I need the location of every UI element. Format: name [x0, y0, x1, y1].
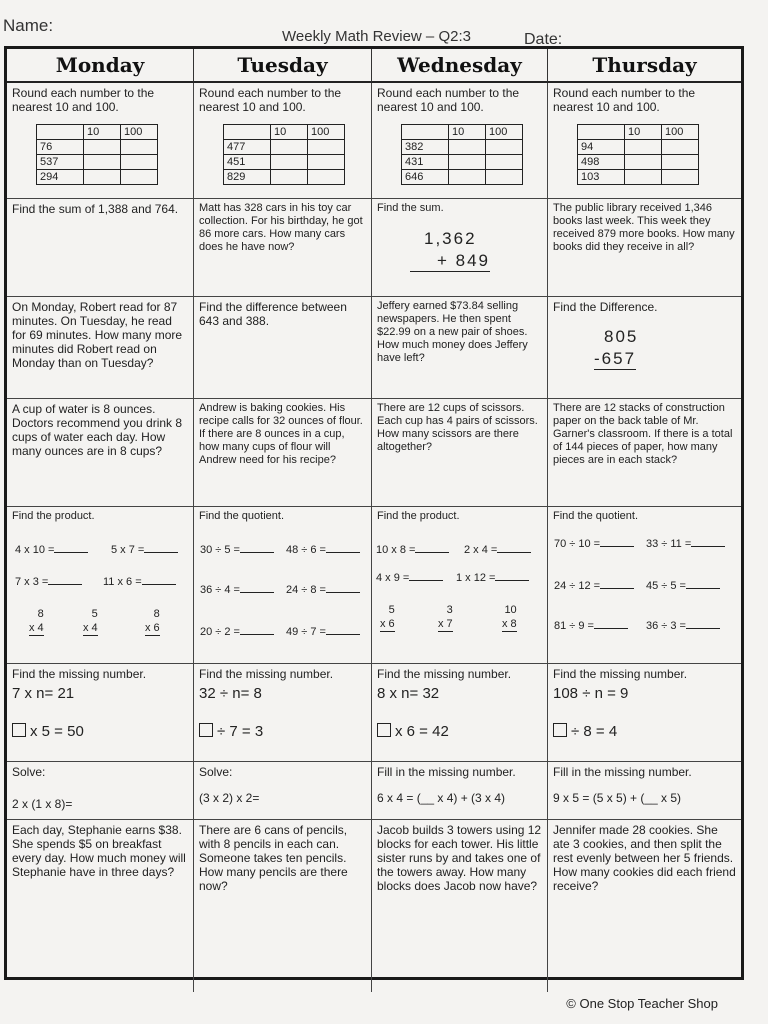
cell-wed-fill — [372, 762, 548, 820]
factor-top: 8 — [153, 608, 160, 620]
answer-blank[interactable] — [686, 588, 720, 589]
fact-problem: 1 x 12 = — [456, 572, 496, 584]
equation: x 6 = 42 — [395, 723, 449, 740]
fact-problem: 11 x 6 = — [103, 576, 142, 588]
round-value: 477 — [224, 140, 271, 155]
factor-top: 5 — [91, 608, 98, 620]
cell-tue-solve — [194, 762, 372, 820]
answer-box[interactable] — [662, 170, 699, 185]
cell-tue-missing — [194, 664, 372, 762]
fact-problem: 70 ÷ 10 = — [554, 538, 601, 550]
problem-text: Matt has 328 cars in his toy car collection. For his birthday, he got 86 more cars. How many cars does he have now? — [199, 202, 363, 253]
answer-box[interactable] — [121, 170, 158, 185]
round-value: 294 — [37, 170, 84, 185]
factor-bottom: x 8 — [502, 618, 517, 630]
fact-problem: 7 x 3 = — [15, 576, 49, 588]
problem-label: Fill in the missing number. — [553, 765, 692, 779]
round-value: 451 — [224, 155, 271, 170]
answer-box[interactable] — [662, 155, 699, 170]
minuend: 805 — [604, 327, 639, 346]
problem-label: Find the Difference. — [553, 300, 658, 314]
answer-blank[interactable] — [600, 546, 634, 547]
answer-box[interactable] — [486, 170, 523, 185]
fact-problem: 45 ÷ 5 = — [646, 580, 686, 592]
cell-wed-sum — [372, 199, 548, 297]
expression: 2 x (1 x 8)= — [12, 797, 73, 811]
equation: 7 x n= 21 — [12, 685, 75, 702]
answer-box[interactable] — [486, 155, 523, 170]
problem-label: Find the sum. — [377, 202, 444, 214]
day-header-thursday: Thursday — [548, 49, 741, 83]
cell-thu-word — [548, 399, 741, 507]
problem-label: Find the product. — [377, 510, 460, 522]
answer-blank[interactable] — [415, 552, 449, 553]
addend-top: 1,362 — [424, 229, 477, 248]
factor-top: 3 — [446, 604, 453, 616]
answer-blank[interactable] — [240, 592, 274, 593]
answer-box[interactable] — [308, 170, 345, 185]
problem-text: Find the difference between 643 and 388. — [199, 300, 347, 328]
cell-tue-round — [194, 83, 372, 199]
day-header-tuesday: Tuesday — [194, 49, 372, 83]
addend-bottom: + 849 — [410, 251, 490, 272]
cell-mon-round — [7, 83, 194, 199]
equation: 108 ÷ n = 9 — [553, 685, 629, 702]
fact-problem: 20 ÷ 2 = — [200, 626, 240, 638]
cell-wed-diff — [372, 297, 548, 399]
round-instruction: Round each number to the nearest 10 and 100. — [553, 86, 696, 114]
cell-mon-word — [7, 399, 194, 507]
fact-problem: 4 x 10 = — [15, 544, 55, 556]
cell-wed-word — [372, 399, 548, 507]
equation: x 5 = 50 — [30, 723, 84, 740]
day-header-wednesday: Wednesday — [372, 49, 548, 83]
fact-problem: 36 ÷ 3 = — [646, 620, 686, 632]
problem-text: Jacob builds 3 towers using 12 blocks for each tower. His little sister runs by and takes one of the towers away. How many blocks does Jacob now have? — [377, 823, 542, 893]
day-header-monday: Monday — [7, 49, 194, 83]
fact-problem: 2 x 4 = — [464, 544, 498, 556]
problem-text: Andrew is baking cookies. His recipe calls for 32 ounces of flour. If there are 8 ounces in a cup, how many cups of flour will Andrew need for his recipe? — [199, 402, 363, 466]
answer-box[interactable] — [486, 140, 523, 155]
cell-mon-solve — [7, 762, 194, 820]
problem-label: Find the quotient. — [553, 510, 639, 522]
cell-thu-missing — [548, 664, 741, 762]
problem-label: Fill in the missing number. — [377, 765, 516, 779]
problem-text: There are 12 stacks of construction paper on the back table of Mr. Garner's classroom. If there is a total of 144 pieces of paper, how many pieces are in each stack? — [553, 402, 733, 466]
cell-thu-diff — [548, 297, 741, 399]
cell-tue-facts — [194, 507, 372, 664]
fact-problem: 48 ÷ 6 = — [286, 544, 326, 556]
missing-box[interactable] — [12, 723, 26, 737]
round-value: 646 — [402, 170, 449, 185]
cell-thu-fill — [548, 762, 741, 820]
answer-box[interactable] — [308, 140, 345, 155]
equation: 32 ÷ n= 8 — [199, 685, 262, 702]
cell-mon-multistep — [7, 820, 194, 992]
fact-problem: 81 ÷ 9 = — [554, 620, 594, 632]
factor-bottom: x 4 — [29, 622, 44, 634]
cell-mon-diff — [7, 297, 194, 399]
answer-box[interactable] — [449, 140, 486, 155]
answer-box[interactable] — [271, 170, 308, 185]
problem-text: There are 12 cups of scissors. Each cup has 4 pairs of scissors. How many scissors are there altogether? — [377, 402, 538, 453]
answer-box[interactable] — [625, 140, 662, 155]
answer-blank[interactable] — [497, 552, 531, 553]
round-table-thu: 10 100 94 498 103 — [577, 124, 699, 185]
round-table-mon: 10 100 76 537 294 — [36, 124, 158, 185]
cell-wed-missing — [372, 664, 548, 762]
answer-blank[interactable] — [240, 634, 274, 635]
factor-bottom: x 7 — [438, 618, 453, 630]
factor-top: 8 — [37, 608, 44, 620]
fact-problem: 10 x 8 = — [376, 544, 416, 556]
cell-tue-sum — [194, 199, 372, 297]
equation: 8 x n= 32 — [377, 685, 440, 702]
round-instruction: Round each number to the nearest 10 and 100. — [199, 86, 342, 114]
cell-wed-round — [372, 83, 548, 199]
cell-thu-sum — [548, 199, 741, 297]
factor-bottom: x 6 — [145, 622, 160, 634]
problem-text: Jeffery earned $73.84 selling newspapers. He then spent $22.99 on a new pair of shoes. How much money does Jeffery have left? — [377, 300, 528, 364]
round-value: 94 — [578, 140, 625, 155]
answer-box[interactable] — [625, 155, 662, 170]
factor-bottom: x 4 — [83, 622, 98, 634]
factor-top: 5 — [388, 604, 395, 616]
fact-problem: 30 ÷ 5 = — [200, 544, 240, 556]
cell-tue-word — [194, 399, 372, 507]
answer-blank[interactable] — [326, 592, 360, 593]
answer-blank[interactable] — [48, 584, 82, 585]
missing-box[interactable] — [377, 723, 391, 737]
problem-label: Find the missing number. — [12, 667, 147, 681]
copyright-footer: © One Stop Teacher Shop — [566, 996, 718, 1011]
round-value: 382 — [402, 140, 449, 155]
round-instruction: Round each number to the nearest 10 and 100. — [12, 86, 155, 114]
round-value: 103 — [578, 170, 625, 185]
answer-blank[interactable] — [240, 552, 274, 553]
problem-text: There are 6 cans of pencils, with 8 pencils in each can. Someone takes ten pencils. How many pencils are there now? — [199, 823, 348, 893]
answer-blank[interactable] — [326, 634, 360, 635]
cell-mon-facts — [7, 507, 194, 664]
factor-bottom: x 6 — [380, 618, 395, 630]
problem-label: Solve: — [12, 765, 46, 779]
answer-blank[interactable] — [409, 580, 443, 581]
fact-problem: 33 ÷ 11 = — [646, 538, 692, 550]
answer-blank[interactable] — [142, 584, 176, 585]
equation: ÷ 8 = 4 — [571, 723, 618, 740]
answer-box[interactable] — [449, 170, 486, 185]
subtrahend: -657 — [594, 349, 637, 368]
problem-text: Find the sum of 1,388 and 764. — [12, 202, 179, 216]
fact-problem: 49 ÷ 7 = — [286, 626, 326, 638]
answer-box[interactable] — [84, 140, 121, 155]
answer-box[interactable] — [121, 155, 158, 170]
missing-box[interactable] — [199, 723, 213, 737]
answer-box[interactable] — [662, 140, 699, 155]
fact-problem: 24 ÷ 12 = — [554, 580, 601, 592]
problem-label: Find the missing number. — [553, 667, 688, 681]
fact-problem: 36 ÷ 4 = — [200, 584, 240, 596]
fact-problem: 24 ÷ 8 = — [286, 584, 326, 596]
cell-tue-multistep — [194, 820, 372, 992]
cell-thu-round — [548, 83, 741, 199]
answer-blank[interactable] — [691, 546, 725, 547]
cell-mon-missing — [7, 664, 194, 762]
answer-blank[interactable] — [54, 552, 88, 553]
problem-label: Find the missing number. — [377, 667, 512, 681]
answer-box[interactable] — [84, 155, 121, 170]
answer-blank[interactable] — [144, 552, 178, 553]
problem-label: Find the product. — [12, 510, 95, 522]
round-value: 76 — [37, 140, 84, 155]
problem-label: Solve: — [199, 765, 233, 779]
problem-text: Each day, Stephanie earns $38. She spends $5 on breakfast every day. How much money will Stephanie have in three days? — [12, 823, 186, 879]
missing-box[interactable] — [553, 723, 567, 737]
problem-text: A cup of water is 8 ounces. Doctors recommend you drink 8 cups of water each day. How many ounces are in 8 cups? — [12, 402, 183, 458]
problem-label: Find the missing number. — [199, 667, 334, 681]
factor-top: 10 — [504, 604, 517, 616]
answer-box[interactable] — [271, 155, 308, 170]
round-instruction: Round each number to the nearest 10 and 100. — [377, 86, 520, 114]
fact-problem: 5 x 7 = — [111, 544, 145, 556]
round-table-wed: 10 100 382 431 646 — [401, 124, 523, 185]
worksheet-header — [0, 0, 768, 50]
expression: (3 x 2) x 2= — [199, 791, 260, 805]
answer-blank[interactable] — [495, 580, 529, 581]
answer-box[interactable] — [121, 140, 158, 155]
answer-box[interactable] — [84, 170, 121, 185]
answer-box[interactable] — [625, 170, 662, 185]
date-label: Date: — [524, 31, 563, 48]
answer-blank[interactable] — [600, 588, 634, 589]
problem-text: The public library received 1,346 books last week. This week they received 879 more books. How many books did they receive in all? — [553, 202, 735, 253]
problem-text: On Monday, Robert read for 87 minutes. On Tuesday, he read for 69 minutes. How many more minutes did Robert read on Monday than on Tuesday? — [12, 300, 183, 370]
equation: ÷ 7 = 3 — [217, 723, 264, 740]
cell-wed-multistep — [372, 820, 548, 992]
round-value: 498 — [578, 155, 625, 170]
review-grid — [4, 46, 744, 980]
expression: 6 x 4 = (__ x 4) + (3 x 4) — [377, 791, 506, 805]
problem-label: Find the quotient. — [199, 510, 285, 522]
cell-thu-multistep — [548, 820, 741, 992]
cell-mon-sum — [7, 199, 194, 297]
cell-tue-diff — [194, 297, 372, 399]
answer-box[interactable] — [308, 155, 345, 170]
round-table-tue: 10 100 477 451 829 — [223, 124, 345, 185]
problem-text: Jennifer made 28 cookies. She ate 3 cookies, and then split the rest evenly between her 5 friends. How many cookies did each friend receive? — [553, 823, 736, 893]
round-value: 829 — [224, 170, 271, 185]
name-label: Name: — [3, 16, 54, 35]
worksheet-title: Weekly Math Review – Q2:3 — [282, 28, 471, 45]
answer-box[interactable] — [449, 155, 486, 170]
answer-blank[interactable] — [326, 552, 360, 553]
fact-problem: 4 x 9 = — [376, 572, 410, 584]
answer-box[interactable] — [271, 140, 308, 155]
answer-blank[interactable] — [686, 628, 720, 629]
round-value: 537 — [37, 155, 84, 170]
cell-thu-facts — [548, 507, 741, 664]
round-value: 431 — [402, 155, 449, 170]
answer-blank[interactable] — [594, 628, 628, 629]
expression: 9 x 5 = (5 x 5) + (__ x 5) — [553, 791, 682, 805]
cell-wed-facts — [372, 507, 548, 664]
